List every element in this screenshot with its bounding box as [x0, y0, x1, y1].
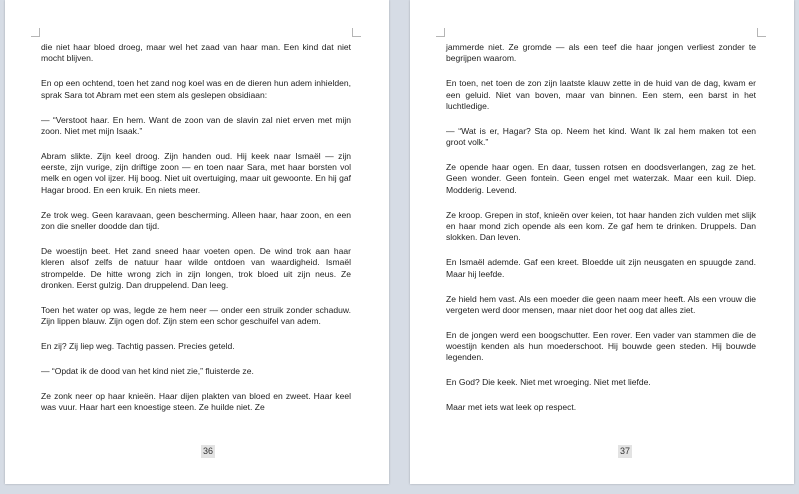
paragraph: Ze trok weg. Geen karavaan, geen bescherming. Alleen haar, haar zoon, en een zon die sneller doodde dan tijd. [41, 209, 351, 232]
paragraph: — “Wat is er, Hagar? Sta op. Neem het kind. Want Ik zal hem maken tot een groot volk.” [446, 125, 756, 148]
paragraph: Ze zonk neer op haar knieën. Haar dijen plakten van bloed en zweet. Haar keel was vuur. Haar hart een knoestige steen. Ze huilde niet. Ze [41, 391, 351, 413]
page-number: 37 [620, 446, 631, 456]
left-page [5, 0, 389, 484]
paragraph: En zij? Zij liep weg. Tachtig passen. Precies geteld. [41, 341, 235, 352]
paragraph: Abram slikte. Zijn keel droog. Zijn handen oud. Hij keek naar Ismaël — zijn eerste, zijn vurige, zijn driftige zoon — en toen naar Sara, met haar borsten vol melk en ogen vol ijzer. Hij boog. Niet uit overtuiging, maar uit gewoonte. En hij gaf Hagar brood. En een kruik. En niets meer. [41, 150, 351, 195]
paragraph: En toen, net toen de zon zijn laatste klauw zette in de huid van de dag, kwam er een geluid. Niet van boven, maar van binnen. Een stem, een barst in het luchtledige. [446, 78, 756, 111]
paragraph: jammerde niet. Ze gromde — als een teef die haar jongen verliest zonder te begrijpen waarom. [446, 42, 756, 64]
paragraph: En Ismaël ademde. Gaf een kreet. Bloedde uit zijn neusgaten en spuugde zand. Maar hij leefde. [446, 257, 756, 279]
crop-mark [31, 28, 40, 37]
paragraph: Ze hield hem vast. Als een moeder die geen naam meer heeft. Als een vrouw die vergeten werd door mensen, maar niet door het oog dat alles ziet. [446, 293, 756, 315]
paragraph: Toen het water op was, legde ze hem neer — onder een struik zonder schaduw. Zijn lippen blauw. Zijn ogen dof. Zijn stem een schor geschuifel van adem. [41, 304, 351, 327]
paragraph: De woestijn beet. Het zand sneed haar voeten open. De wind trok aan haar kleren alsof zelfs de natuur haar wilde ontdoen van waardigheid. Ismaël strompelde. De hitte wrong zich in zijn longen, trok bloed uit zijn neus. Ze dronken. Eerst gulzig. Dan druppelend. Dan leeg. [41, 246, 351, 290]
paragraph: Maar met iets wat leek op respect. [446, 402, 577, 413]
crop-mark [436, 28, 445, 37]
page-number: 36 [203, 446, 214, 456]
paragraph: — “Opdat ik de dood van het kind niet zie,” fluisterde ze. [41, 366, 254, 377]
crop-mark [757, 28, 766, 37]
paragraph: die niet haar bloed droeg, maar wel het zaad van haar man. Een kind dat niet mocht blijven. [41, 42, 351, 64]
crop-mark [352, 28, 361, 37]
paragraph: En God? Die keek. Niet met wroeging. Niet met liefde. [446, 377, 651, 388]
page-body [446, 42, 756, 427]
right-page [410, 0, 794, 484]
page-body [41, 42, 351, 427]
paragraph: Ze kroop. Grepen in stof, knieën over keien, tot haar handen zich vulden met slijk en haar mond zich opende als een kom. Ze gaf hem te drinken. Druppels. Dan slokken. Dan leven. [446, 209, 756, 243]
paragraph: En de jongen werd een boogschutter. Een rover. Een vader van stammen die de woestijn kenden als hun moederschoot. Hij bouwde geen steden. Hij bouwde legenden. [446, 329, 756, 363]
paragraph: Ze opende haar ogen. En daar, tussen rotsen en doodsverlangen, zag ze het. Geen wonder. Geen fontein. Geen engel met waterzak. Maar een kuil. Diep. Modderig. Levend. [446, 162, 756, 195]
paragraph: — “Verstoot haar. En hem. Want de zoon van de slavin zal niet erven met mijn zoon. Niet met mijn Isaak.” [41, 114, 351, 136]
paragraph: En op een ochtend, toen het zand nog koel was en de dieren hun adem inhielden, sprak Sara tot Abram met een stem als geslepen obsidiaan: [41, 78, 351, 100]
